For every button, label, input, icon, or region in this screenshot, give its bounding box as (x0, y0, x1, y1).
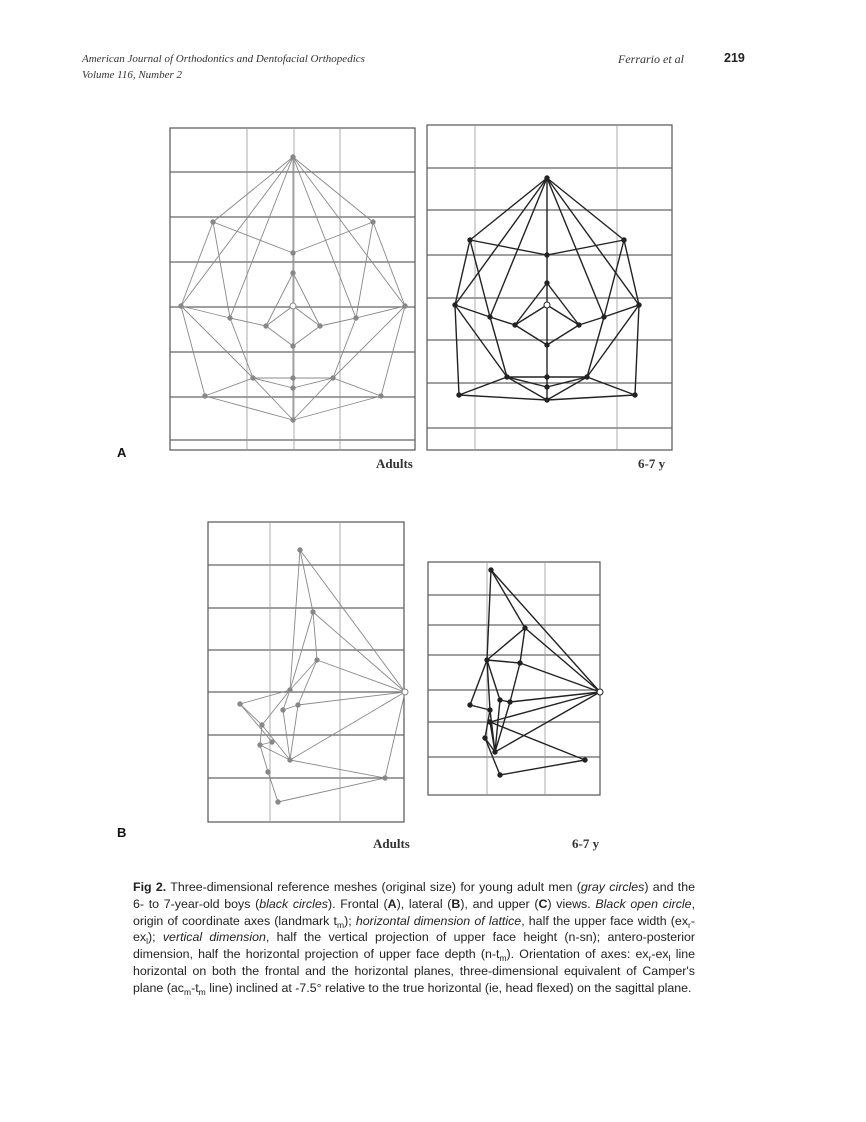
panel-a-child-mesh-edge (547, 325, 579, 345)
panel-b-adults-mesh-landmark (266, 770, 270, 774)
caption-text: , origin of coordinate axes (landmark t (133, 896, 696, 928)
panel-a-adults-mesh-landmark (291, 386, 295, 390)
panel-a-child-mesh-landmark (633, 393, 637, 397)
panel-a-child-mesh-landmark (545, 398, 549, 402)
panel-a-adults-mesh-edge (253, 378, 293, 388)
panel-a-adults-mesh-landmark (264, 324, 268, 328)
panel-a-adults-mesh-landmark (354, 316, 358, 320)
panel-a-child-mesh-edge (515, 283, 547, 325)
caption-text: gray circles (580, 880, 645, 894)
panel-a-child-mesh-landmark (602, 315, 606, 319)
panel-a-adults-mesh-edge (213, 157, 293, 222)
panel-a-child-mesh-landmark (505, 375, 509, 379)
panel-a-adults-mesh-edge (293, 222, 373, 253)
panel-a-child-mesh-edge (507, 377, 547, 400)
caption-text: line horizontal on both the frontal and the horizontal planes, three-dimensional equivalent of Camper's plane (ac (133, 947, 696, 995)
panel-b-child-mesh-landmark (523, 626, 527, 630)
panel-a-adults-mesh-edge (293, 396, 381, 420)
panel-a-adults-mesh-landmark (291, 344, 295, 348)
origin-landmark (597, 689, 603, 695)
panel-a-child-mesh-edge (604, 305, 639, 317)
panel-b-adults-mesh-edge (298, 692, 405, 705)
panel-b-child-mesh-landmark (498, 773, 502, 777)
caption-subscript: m (198, 986, 206, 997)
panel-b-adults-mesh-landmark (296, 703, 300, 707)
caption-subscript: m (336, 919, 345, 930)
panel-b-child-mesh-landmark (518, 661, 522, 665)
panel-a-child-mesh-edge (470, 240, 547, 255)
caption-subscript: l (146, 936, 148, 947)
panel-letter-b: B (117, 825, 127, 840)
panel-a-child-mesh-landmark (585, 375, 589, 379)
panel-a-adults-mesh-edge (266, 306, 293, 326)
panel-b-child-mesh-edge (487, 660, 520, 663)
panel-a-adults-mesh-edge (230, 318, 266, 326)
caption-text: ) views. (547, 896, 596, 911)
panel-b-adults-mesh-landmark (258, 743, 262, 747)
panel-b-child-mesh-landmark (488, 720, 492, 724)
panel-a-child-mesh-landmark (545, 253, 549, 257)
panel-b-adults-mesh-landmark (270, 740, 274, 744)
panel-a-child-mesh-landmark (545, 343, 549, 347)
panel-a-adults-mesh-edge (213, 222, 230, 318)
panel-b-child-mesh-landmark (488, 708, 492, 712)
panel-b-adults-mesh-edge (240, 704, 262, 725)
panel-b-child-mesh-edge (525, 628, 600, 692)
panel-a-adults-mesh-edge (293, 157, 373, 222)
caption-text: A (387, 896, 397, 911)
panel-a-child-mesh-edge (547, 395, 635, 400)
panel-a-adults-mesh-landmark (291, 376, 295, 380)
panel-a-adults-mesh-landmark (291, 418, 295, 422)
panel-b-adults-mesh-edge (262, 690, 290, 725)
panel-b-child-frame (428, 562, 600, 795)
panel-a-adults-mesh-landmark (291, 251, 295, 255)
panel-b-adults-mesh-landmark (260, 723, 264, 727)
panel-b-child-mesh-landmark (483, 736, 487, 740)
panel-a-adults-mesh-edge (293, 378, 333, 420)
origin-landmark (544, 302, 550, 308)
panel-a-child-mesh-edge (490, 317, 507, 377)
panel-a-adults-mesh-edge (333, 318, 356, 378)
panel-a-child-mesh-landmark (453, 303, 457, 307)
panel-a-child-mesh-edge (547, 178, 604, 317)
panel-a-adults-mesh-edge (333, 306, 405, 378)
panel-a-adults-mesh-edge (293, 326, 320, 346)
panel-a-adults-mesh-edge (373, 222, 405, 306)
panel-b-adults-mesh-landmark (383, 776, 387, 780)
panel-a-adults-mesh-edge (293, 378, 333, 388)
panel-a-child-mesh-edge (470, 240, 490, 317)
panel-a-child-mesh-edge (587, 317, 604, 377)
panel-a-child-mesh-edge (547, 377, 587, 400)
panel-a-adults-mesh-landmark (379, 394, 383, 398)
panel-a-child-mesh-edge (547, 240, 624, 255)
panel-a-adults-mesh-edge (320, 318, 356, 326)
caption-text: -ex (651, 947, 669, 962)
panel-a-adults-mesh-landmark (211, 220, 215, 224)
panel-b-adults-mesh-landmark (288, 688, 292, 692)
panel-a-adults-mesh-edge (266, 273, 293, 326)
panel-a-adults-mesh-edge (381, 306, 405, 396)
panel-b-adults-mesh-edge (283, 690, 290, 710)
panel-a-child-mesh-edge (455, 305, 459, 395)
panel-a-adults-mesh-edge (293, 273, 320, 326)
caption-subscript: r (688, 919, 691, 930)
running-header-volume: Volume 116, Number 2 (82, 69, 183, 81)
caption-text: , half the upper face width (ex (521, 913, 689, 928)
page-number: 219 (724, 51, 745, 65)
panel-b-adults-label: Adults (373, 836, 410, 851)
caption-text: C (538, 896, 548, 911)
panel-b-child-label: 6-7 y (572, 836, 600, 851)
origin-landmark (290, 303, 296, 309)
panel-b-child-mesh-edge (500, 760, 585, 775)
panel-b-child-mesh-edge (491, 570, 525, 628)
origin-landmark (402, 689, 408, 695)
panel-a-child-mesh-landmark (513, 323, 517, 327)
panel-a-child-mesh-edge (547, 283, 579, 325)
panel-a-child-mesh-edge (459, 377, 507, 395)
panel-a-child-mesh-landmark (488, 315, 492, 319)
panel-b-child-mesh-edge (470, 660, 487, 705)
panel-a-adults-mesh-landmark (228, 316, 232, 320)
caption-text: B (451, 896, 461, 911)
panel-a-adults-mesh-landmark (291, 155, 295, 159)
panel-b-child-mesh-landmark (508, 700, 512, 704)
panel-a-child-mesh-edge (507, 377, 547, 387)
panel-b-adults-mesh-landmark (281, 708, 285, 712)
panel-b-child-mesh-edge (510, 663, 520, 702)
panel-b-child-mesh-landmark (485, 658, 489, 662)
caption-text: horizontal dimension of lattice (355, 913, 522, 928)
panel-a-adults-mesh-edge (293, 306, 320, 326)
caption-text: ). Frontal ( (327, 896, 388, 911)
figure-caption (133, 879, 695, 997)
caption-text: ), and upper ( (460, 896, 539, 911)
panel-a-child-mesh-edge (490, 317, 515, 325)
caption-subscript: r (648, 953, 652, 964)
panel-b-adults-mesh-edge (260, 745, 290, 760)
panel-a-child-mesh-edge (515, 325, 547, 345)
panel-a-child-mesh-landmark (457, 393, 461, 397)
panel-a-adults-mesh-landmark (291, 271, 295, 275)
panel-b-child-mesh-landmark (468, 703, 472, 707)
panel-a-child-mesh-landmark (637, 303, 641, 307)
panel-b-adults-mesh-edge (290, 760, 385, 778)
panel-b-child-mesh-landmark (498, 698, 502, 702)
caption-text: -ex (133, 913, 695, 945)
panel-a-child-mesh-edge (459, 395, 547, 400)
panel-b-adults-mesh-edge (317, 660, 405, 692)
panel-a-adults-mesh-edge (266, 326, 293, 346)
caption-text: ); (147, 930, 163, 945)
panel-a-adults-mesh-landmark (251, 376, 255, 380)
panel-a-child-mesh-edge (515, 305, 547, 325)
panel-b-adults-mesh-edge (278, 778, 385, 802)
panel-a-child-mesh-edge (579, 317, 604, 325)
panel-b-adults-mesh-edge (313, 612, 405, 692)
panel-b-adults-mesh-edge (240, 704, 272, 742)
caption-text: ) and the 6- to 7-year-old boys ( (133, 880, 695, 911)
panel-a-child-mesh-landmark (468, 238, 472, 242)
panel-a-adults-mesh-edge (253, 378, 293, 420)
panel-a-adults-mesh-edge (181, 222, 213, 306)
caption-text: black circles (259, 896, 328, 911)
caption-text: ). Orientation of axes: ex (506, 947, 649, 962)
panel-a-adults-mesh-edge (181, 306, 205, 396)
caption-text: ), lateral ( (396, 896, 452, 911)
panel-a-child-mesh-landmark (545, 375, 549, 379)
panel-b-adults-mesh-edge (260, 745, 268, 772)
panel-a-child-mesh-edge (587, 377, 635, 395)
panel-a-adults-mesh-edge (356, 222, 373, 318)
panel-b-adults-mesh-landmark (288, 758, 292, 762)
panel-b-child-mesh-edge (520, 628, 525, 663)
panel-a-child-mesh-edge (635, 305, 639, 395)
panel-a-adults-frame (170, 128, 415, 450)
panel-a-adults-mesh-edge (205, 378, 253, 396)
caption-subscript: l (668, 953, 671, 964)
panel-a-adults-mesh-edge (230, 157, 293, 318)
panel-a-adults-mesh-edge (181, 306, 253, 378)
caption-text: Black open circle (595, 896, 692, 911)
panel-b-child-mesh-edge (520, 663, 600, 692)
panel-a-child-mesh-landmark (545, 385, 549, 389)
panel-a-child-mesh-edge (604, 240, 624, 317)
panel-a-child-mesh-edge (547, 377, 587, 387)
panel-letter-a: A (117, 445, 127, 460)
panel-a-adults-mesh-edge (356, 306, 405, 318)
panel-b-adults-mesh-landmark (298, 548, 302, 552)
panel-a-adults-mesh-landmark (403, 304, 407, 308)
panel-a-child-mesh-edge (587, 305, 639, 377)
panel-a-adults-mesh-edge (213, 222, 293, 253)
panel-b-adults-mesh-edge (313, 612, 317, 660)
panel-a-child-mesh-edge (547, 305, 579, 325)
panel-a-child-mesh-edge (455, 305, 507, 377)
running-header-authors: Ferrario et al (618, 52, 684, 66)
caption-text: Three-dimensional reference meshes (original size) for young adult men ( (166, 880, 581, 894)
panel-a-child-mesh-edge (490, 178, 547, 317)
panel-a-child-mesh-landmark (577, 323, 581, 327)
panel-b-adults-mesh-landmark (315, 658, 319, 662)
panel-b-child-mesh-landmark (489, 568, 493, 572)
panel-a-adults-mesh-landmark (331, 376, 335, 380)
panel-a-adults-mesh-edge (205, 396, 293, 420)
panel-b-adults-mesh-edge (298, 660, 317, 705)
caption-text: line) inclined at -7.5° relative to the true horizontal (ie, head flexed) on the sagittal plane. (205, 980, 692, 995)
panel-a-adults-mesh-landmark (371, 220, 375, 224)
panel-a-child-mesh-landmark (545, 281, 549, 285)
panel-b-adults-mesh-landmark (276, 800, 280, 804)
caption-subscript: m (499, 953, 507, 964)
caption-subscript: m (183, 986, 192, 997)
panel-a-child-mesh-landmark (622, 238, 626, 242)
panel-b-child-mesh-landmark (583, 758, 587, 762)
panel-b-adults-mesh-edge (290, 692, 405, 760)
caption-text: -t (191, 980, 199, 995)
caption-text: ); (344, 913, 356, 928)
panel-a-adults-label: Adults (376, 456, 413, 471)
panel-b-adults-mesh-edge (268, 772, 278, 802)
panel-b-adults-mesh-edge (300, 550, 405, 692)
panel-b-adults-mesh-edge (290, 705, 298, 760)
panel-a-adults-mesh-landmark (179, 304, 183, 308)
panel-b-child-mesh-landmark (493, 750, 497, 754)
panel-a-adults-mesh-edge (293, 157, 356, 318)
panel-a-adults-mesh-edge (181, 306, 230, 318)
panel-b-adults-mesh-edge (290, 550, 300, 690)
panel-a-adults-mesh-landmark (318, 324, 322, 328)
caption-text: vertical dimension (162, 930, 266, 945)
panel-b-child-mesh-edge (491, 570, 600, 692)
panel-b-child-mesh-edge (487, 570, 491, 660)
panel-b-adults-mesh-landmark (238, 702, 242, 706)
panel-a-child-mesh-landmark (545, 176, 549, 180)
panel-a-adults-mesh-edge (230, 318, 253, 378)
panel-a-child-label: 6-7 y (638, 456, 666, 471)
panel-a-child-mesh-edge (455, 305, 490, 317)
panel-b-adults-mesh-landmark (311, 610, 315, 614)
running-header-journal: American Journal of Orthodontics and Dentofacial Orthopedics (82, 53, 365, 65)
panel-a-adults-mesh-landmark (203, 394, 207, 398)
caption-text: , half the vertical projection of upper face height (n-sn); antero-posterior dimension, half the horizontal projection of upper face depth (n-t (133, 930, 695, 962)
caption-figure-number: Fig 2. (133, 880, 167, 894)
